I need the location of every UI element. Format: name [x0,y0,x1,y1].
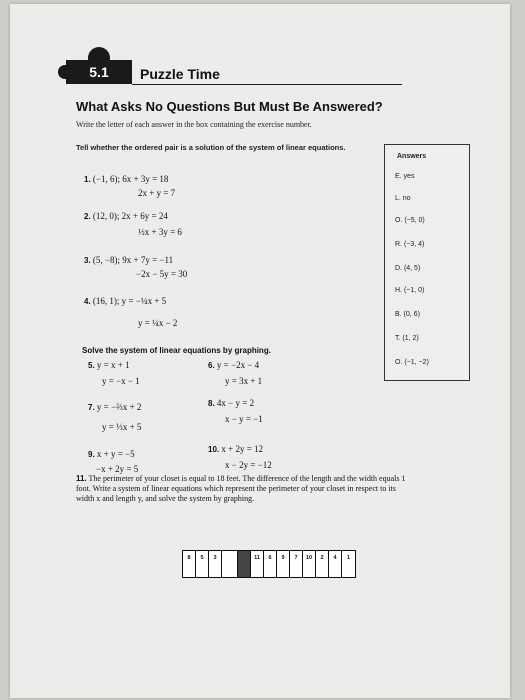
problem-6 [208,360,259,370]
worksheet-page [10,4,510,698]
problem-4 [84,296,166,306]
answer-cell[interactable]: 5 [196,551,209,577]
answer-cell-blank[interactable] [222,551,238,577]
problem-6-line2: y = 3x + 1 [225,376,263,386]
answer-cell[interactable]: 4 [329,551,342,577]
answer-item: B. (0, 6) [395,311,420,318]
problem-line: (12, 0); 2x + 6y = 24 [92,211,168,221]
answer-strip [182,550,356,578]
problem-line: 4x − y = 2 [216,398,255,408]
problem-number: 3. [84,256,91,265]
problem-9 [88,449,135,459]
problem-5 [88,360,130,370]
answer-cell[interactable]: 10 [303,551,316,577]
answer-cell[interactable]: 11 [251,551,264,577]
problem-line: x + 2y = 12 [221,444,264,454]
problem-11-text: The perimeter of your closet is equal to 18 feet. The difference of the length and the width equals 1 foot. Write a system of linear equations which represent the perimeter of your closet in respect to its width x and length y, and solve the system by graphing. [76,474,406,503]
problem-line: (5, −8); 9x + 7y = −11 [92,255,174,265]
answer-cell[interactable]: 7 [290,551,303,577]
problem-9-line2: −x + 2y = 5 [96,464,139,474]
answer-cell[interactable]: 2 [316,551,329,577]
problem-8-line2: x − y = −1 [225,414,263,424]
problem-number: 9. [88,450,95,459]
problem-line: y = −2x − 4 [216,360,260,370]
answer-cell[interactable]: 6 [264,551,277,577]
answer-cell-separator [238,551,251,577]
problem-7-line2: y = ⅓x + 5 [102,422,142,432]
answers-title: Answers [397,153,427,160]
problem-1 [84,174,168,184]
problem-8 [208,398,254,408]
problem-number: 10. [208,445,220,454]
answer-item: E. yes [395,173,415,180]
problem-7 [88,402,141,412]
section-number-badge: 5.1 [66,60,132,84]
answer-item: T. (1, 2) [395,335,419,342]
answer-cell[interactable]: 1 [346,555,351,561]
problem-1-line2: 2x + y = 7 [138,188,176,198]
answer-cell[interactable]: 3 [209,551,222,577]
answer-item: H. (−1, 0) [395,287,425,294]
problem-10 [208,444,263,454]
problem-line: (−1, 6); 6x + 3y = 18 [92,174,169,184]
answer-item: R. (−3, 4) [395,241,425,248]
part1-instruction: Tell whether the ordered pair is a solution of the system of linear equations. [76,143,346,152]
instruction-text: Write the letter of each answer in the box containing the exercise number. [76,120,312,129]
problem-number: 11. [76,474,87,483]
answer-item: O. (−1, −2) [395,359,429,366]
problem-11 [76,474,416,504]
answer-item: O. (−5, 0) [395,217,425,224]
problem-line: y = −⅔x + 2 [96,402,142,412]
problem-number: 2. [84,212,91,221]
answers-box [384,144,470,381]
problem-2-line2: ½x + 3y = 6 [138,227,182,237]
problem-line: (16, 1); y = −¼x + 5 [92,296,167,306]
problem-line: x + y = −5 [96,449,135,459]
answer-cell[interactable]: 8 [183,551,196,577]
part2-instruction: Solve the system of linear equations by graphing. [82,346,271,355]
answer-cell[interactable]: 9 [277,551,290,577]
answer-item: L. no [395,195,411,202]
problem-number: 8. [208,399,215,408]
problem-2 [84,211,168,221]
problem-line: y = x + 1 [96,360,130,370]
problem-4-line2: y = ¼x − 2 [138,318,178,328]
problem-3 [84,255,173,265]
puzzle-title: What Asks No Questions But Must Be Answered? [76,99,383,114]
section-label: Puzzle Time [140,66,220,82]
problem-number: 7. [88,403,95,412]
problem-10-line2: x − 2y = −12 [225,460,272,470]
answer-item: D. (4, 5) [395,265,421,272]
problem-number: 1. [84,175,91,184]
problem-3-line2: −2x − 5y = 30 [136,269,188,279]
problem-number: 5. [88,361,95,370]
problem-number: 6. [208,361,215,370]
header-rule [132,84,402,85]
problem-number: 4. [84,297,91,306]
problem-5-line2: y = −x − 1 [102,376,140,386]
